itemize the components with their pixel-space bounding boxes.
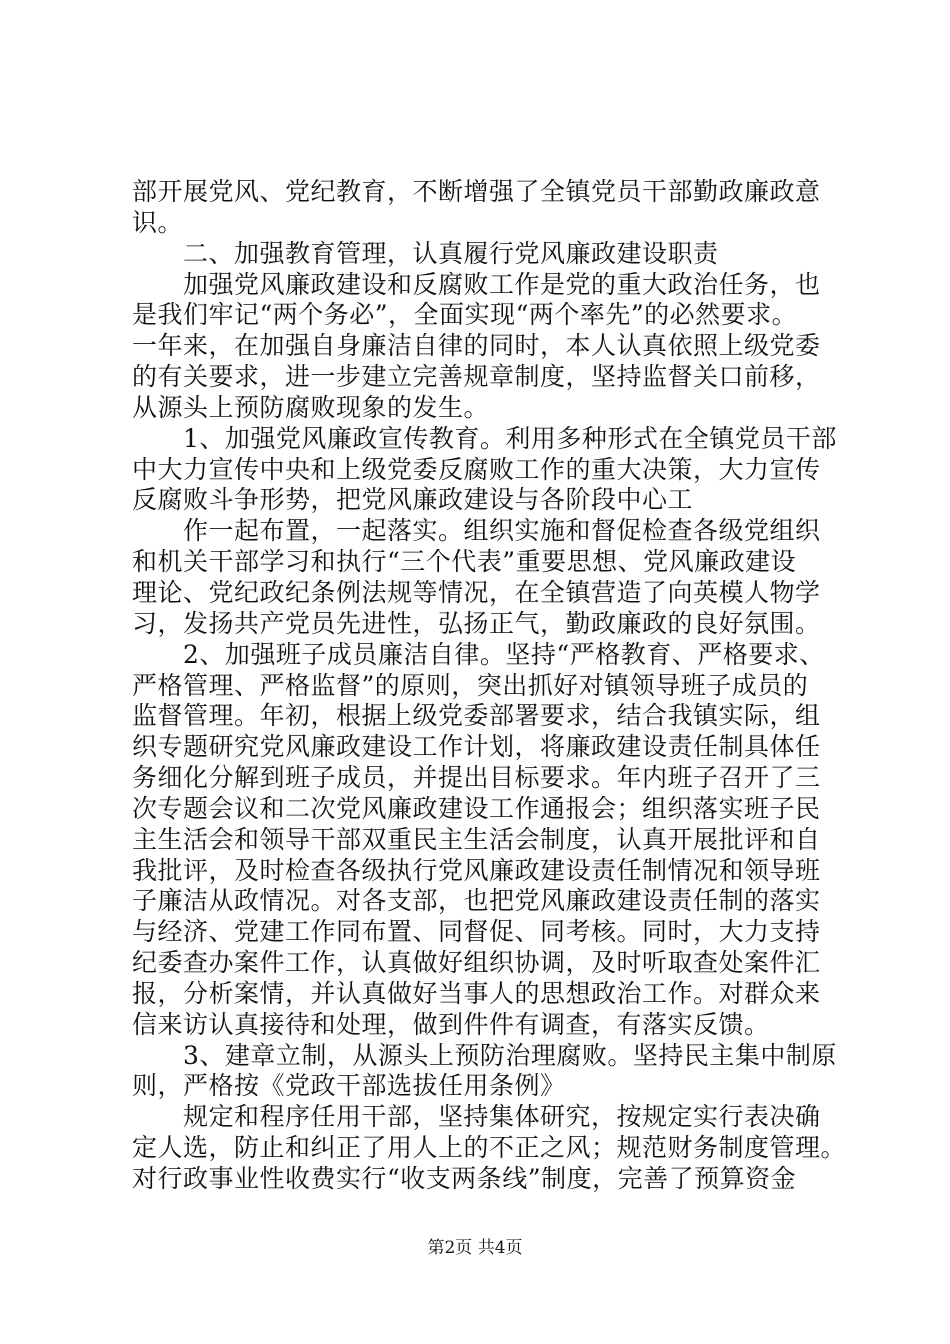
body-text-line: 定人选，防止和纠正了用人上的不正之风；规范财务制度管理。: [132, 1133, 847, 1162]
body-text-line: 3、建章立制，从源头上预防治理腐败。坚持民主集中制原: [132, 1041, 837, 1070]
body-text-line: 一年来，在加强自身廉洁自律的同时，本人认真依照上级党委: [132, 331, 821, 360]
body-text-line: 2、加强班子成员廉洁自律。坚持“严格教育、严格要求、: [132, 640, 825, 669]
body-text-line: 监督管理。年初，根据上级党委部署要求，结合我镇实际，组: [132, 701, 821, 730]
body-text-line: 反腐败斗争形势，把党风廉政建设与各阶段中心工: [132, 485, 694, 514]
body-text-line: 子廉洁从政情况。对各支部，也把党风廉政建设责任制的落实: [132, 886, 821, 915]
body-text-line: 规定和程序任用干部，坚持集体研究，按规定实行表决确: [132, 1102, 821, 1131]
body-text-line: 严格管理、严格监督”的原则，突出抓好对镇领导班子成员的: [132, 671, 809, 700]
body-text-line: 识。: [132, 208, 184, 237]
body-text-line: 是我们牢记“两个务必”，全面实现“两个率先”的必然要求。: [132, 300, 798, 329]
page-number-footer: 第2页 共4页: [427, 1238, 523, 1258]
body-text-line: 信来访认真接待和处理，做到件件有调查，有落实反馈。: [132, 1010, 770, 1039]
body-text-line: 报，分析案情，并认真做好当事人的思想政治工作。对群众来: [132, 979, 821, 1008]
body-text-line: 和机关干部学习和执行“三个代表”重要思想、党风廉政建设: [132, 547, 797, 576]
body-text-line: 织专题研究党风廉政建设工作计划，将廉政建设责任制具体任: [132, 732, 821, 761]
section-heading: 二、加强教育管理，认真履行党风廉政建设职责: [132, 239, 719, 268]
body-text-line: 对行政事业性收费实行“收支两条线”制度，完善了预算资金: [132, 1164, 797, 1193]
body-text-line: 理论、党纪政纪条例法规等情况，在全镇营造了向英模人物学: [132, 578, 821, 607]
body-text-line: 我批评，及时检查各级执行党风廉政建设责任制情况和领导班: [132, 856, 821, 885]
body-text-line: 与经济、党建工作同布置、同督促、同考核。同时，大力支持: [132, 917, 821, 946]
body-text-line: 1、加强党风廉政宣传教育。利用多种形式在全镇党员干部: [132, 424, 837, 453]
body-text-line: 纪委查办案件工作，认真做好组织协调，及时听取查处案件汇: [132, 948, 821, 977]
body-text-line: 加强党风廉政建设和反腐败工作是党的重大政治任务，也: [132, 270, 821, 299]
body-text-line: 务细化分解到班子成员，并提出目标要求。年内班子召开了三: [132, 763, 821, 792]
body-text-line: 次专题会议和二次党风廉政建设工作通报会；组织落实班子民: [132, 794, 821, 823]
body-text-line: 的有关要求，进一步建立完善规章制度，坚持监督关口前移，: [132, 362, 821, 391]
body-text-line: 则，严格按《党政干部选拔任用条例》: [132, 1071, 566, 1100]
body-text-line: 部开展党风、党纪教育，不断增强了全镇党员干部勤政廉政意: [132, 177, 821, 206]
body-text-line: 主生活会和领导干部双重民主生活会制度，认真开展批评和自: [132, 825, 821, 854]
body-text-line: 从源头上预防腐败现象的发生。: [132, 393, 490, 422]
body-text-line: 作一起布置，一起落实。组织实施和督促检查各级党组织: [132, 516, 821, 545]
body-text-line: 中大力宣传中央和上级党委反腐败工作的重大决策，大力宣传: [132, 455, 821, 484]
body-text-line: 习，发扬共产党员先进性，弘扬正气，勤政廉政的良好氛围。: [132, 609, 821, 638]
